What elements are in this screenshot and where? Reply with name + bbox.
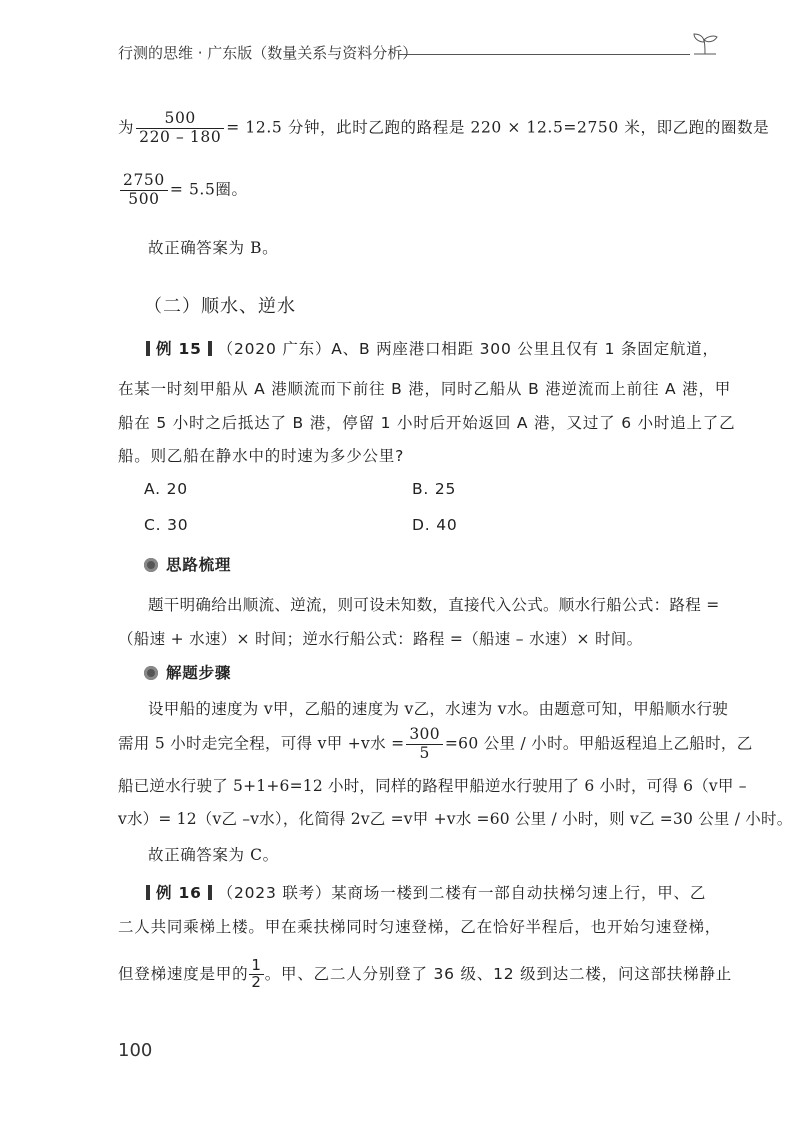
text-span: = 12.5 分钟，此时乙跑的路程是 220 × 12.5=2750 米，即乙跑的圈数是 bbox=[226, 118, 770, 137]
solution-line-1 bbox=[118, 110, 769, 147]
header-rule bbox=[398, 54, 690, 55]
fraction-numerator: 500 bbox=[136, 110, 224, 129]
example-15-line-2: 在某一时刻甲船从 A 港顺流而下前往 B 港，同时乙船从 B 港逆流而上前往 A 港，甲 bbox=[118, 380, 732, 398]
thinking-line-1: 题干明确给出顺流、逆流，则可设未知数，直接代入公式。顺水行船公式：路程 = bbox=[148, 596, 720, 614]
fraction-300-over-5 bbox=[406, 726, 443, 763]
section-heading: （二）顺水、逆水 bbox=[144, 296, 296, 317]
steps-line-4: v水）= 12（v乙 –v水），化简得 2v乙 =v甲 +v水 =60 公里 / 小时，则 v乙 =30 公里 / 小时。 bbox=[118, 810, 793, 828]
fraction-denominator: 5 bbox=[419, 743, 430, 762]
tag-bar-left bbox=[146, 341, 150, 356]
option-b: B. 25 bbox=[412, 480, 457, 498]
text-span: 需用 5 小时走完全程，可得 v甲 +v水 = bbox=[118, 734, 405, 753]
steps-line-2 bbox=[118, 726, 753, 763]
text-span: 为 bbox=[118, 118, 135, 137]
fraction-denominator: 220 – 180 bbox=[139, 127, 222, 146]
thinking-label: 思路梳理 bbox=[166, 556, 232, 574]
fraction-numerator: 2750 bbox=[120, 172, 168, 191]
option-d: D. 40 bbox=[412, 516, 458, 534]
option-c: C. 30 bbox=[144, 516, 189, 534]
thinking-heading bbox=[144, 553, 231, 575]
text-span: （2023 联考）某商场一楼到二楼有一部自动扶梯匀速上行，甲、乙 bbox=[217, 884, 707, 902]
example-15-line-1 bbox=[140, 337, 719, 359]
example-tag: 例 16 bbox=[156, 884, 202, 902]
text-span: 但登梯速度是甲的 bbox=[118, 964, 249, 983]
fraction-numerator: 1 bbox=[251, 956, 262, 974]
tag-bar-right bbox=[208, 885, 212, 900]
example-15-answer: 故正确答案为 C。 bbox=[148, 846, 279, 864]
option-a: A. 20 bbox=[144, 480, 188, 498]
text-span: （2020 广东）A、B 两座港口相距 300 公里且仅有 1 条固定航道， bbox=[217, 340, 719, 358]
tag-bar-left bbox=[146, 885, 150, 900]
example-16-line-1 bbox=[140, 881, 706, 903]
steps-line-1: 设甲船的速度为 v甲，乙船的速度为 v乙，水速为 v水。由题意可知，甲船顺水行驶 bbox=[148, 700, 729, 718]
solution-line-2 bbox=[118, 172, 248, 209]
fraction-500-over-40 bbox=[136, 110, 224, 147]
text-span: =60 公里 / 小时。甲船返程追上乙船时，乙 bbox=[444, 734, 753, 753]
tag-bar-right bbox=[208, 341, 212, 356]
solution-answer: 故正确答案为 B。 bbox=[148, 239, 279, 257]
fraction-denominator: 2 bbox=[251, 972, 262, 991]
fraction-2750-over-500 bbox=[120, 172, 168, 209]
example-16-line-2: 二人共同乘梯上楼。甲在乘扶梯同时匀速登梯，乙在恰好半程后，也开始匀速登梯， bbox=[118, 918, 722, 936]
fraction-numerator: 300 bbox=[406, 726, 443, 745]
example-15-line-4: 船。则乙船在静水中的时速为多少公里? bbox=[118, 447, 405, 465]
steps-line-3: 船已逆水行驶了 5+1+6=12 小时，同样的路程甲船逆水行驶用了 6 小时，可得 6（v甲 – bbox=[118, 777, 747, 795]
sprout-icon bbox=[690, 30, 720, 58]
example-15-line-3: 船在 5 小时之后抵达了 B 港，停留 1 小时后开始返回 A 港，又过了 6 小时追上了乙 bbox=[118, 414, 736, 432]
bullet-icon bbox=[144, 666, 158, 680]
text-span: 。甲、乙二人分别登了 36 级、12 级到达二楼，问这部扶梯静止 bbox=[264, 964, 733, 983]
bullet-icon bbox=[144, 558, 158, 572]
steps-heading bbox=[144, 661, 231, 683]
page-number: 100 bbox=[118, 1040, 153, 1061]
fraction-one-half bbox=[249, 958, 263, 991]
text-span: = 5.5圈。 bbox=[169, 180, 248, 199]
steps-label: 解题步骤 bbox=[166, 664, 232, 682]
thinking-line-2: （船速 + 水速）× 时间；逆水行船公式：路程 =（船速 – 水速）× 时间。 bbox=[118, 630, 643, 648]
example-16-line-3 bbox=[118, 958, 732, 991]
example-tag: 例 15 bbox=[156, 340, 202, 358]
running-header: 行测的思维 · 广东版（数量关系与资料分析） bbox=[118, 44, 418, 62]
fraction-denominator: 500 bbox=[128, 189, 160, 208]
